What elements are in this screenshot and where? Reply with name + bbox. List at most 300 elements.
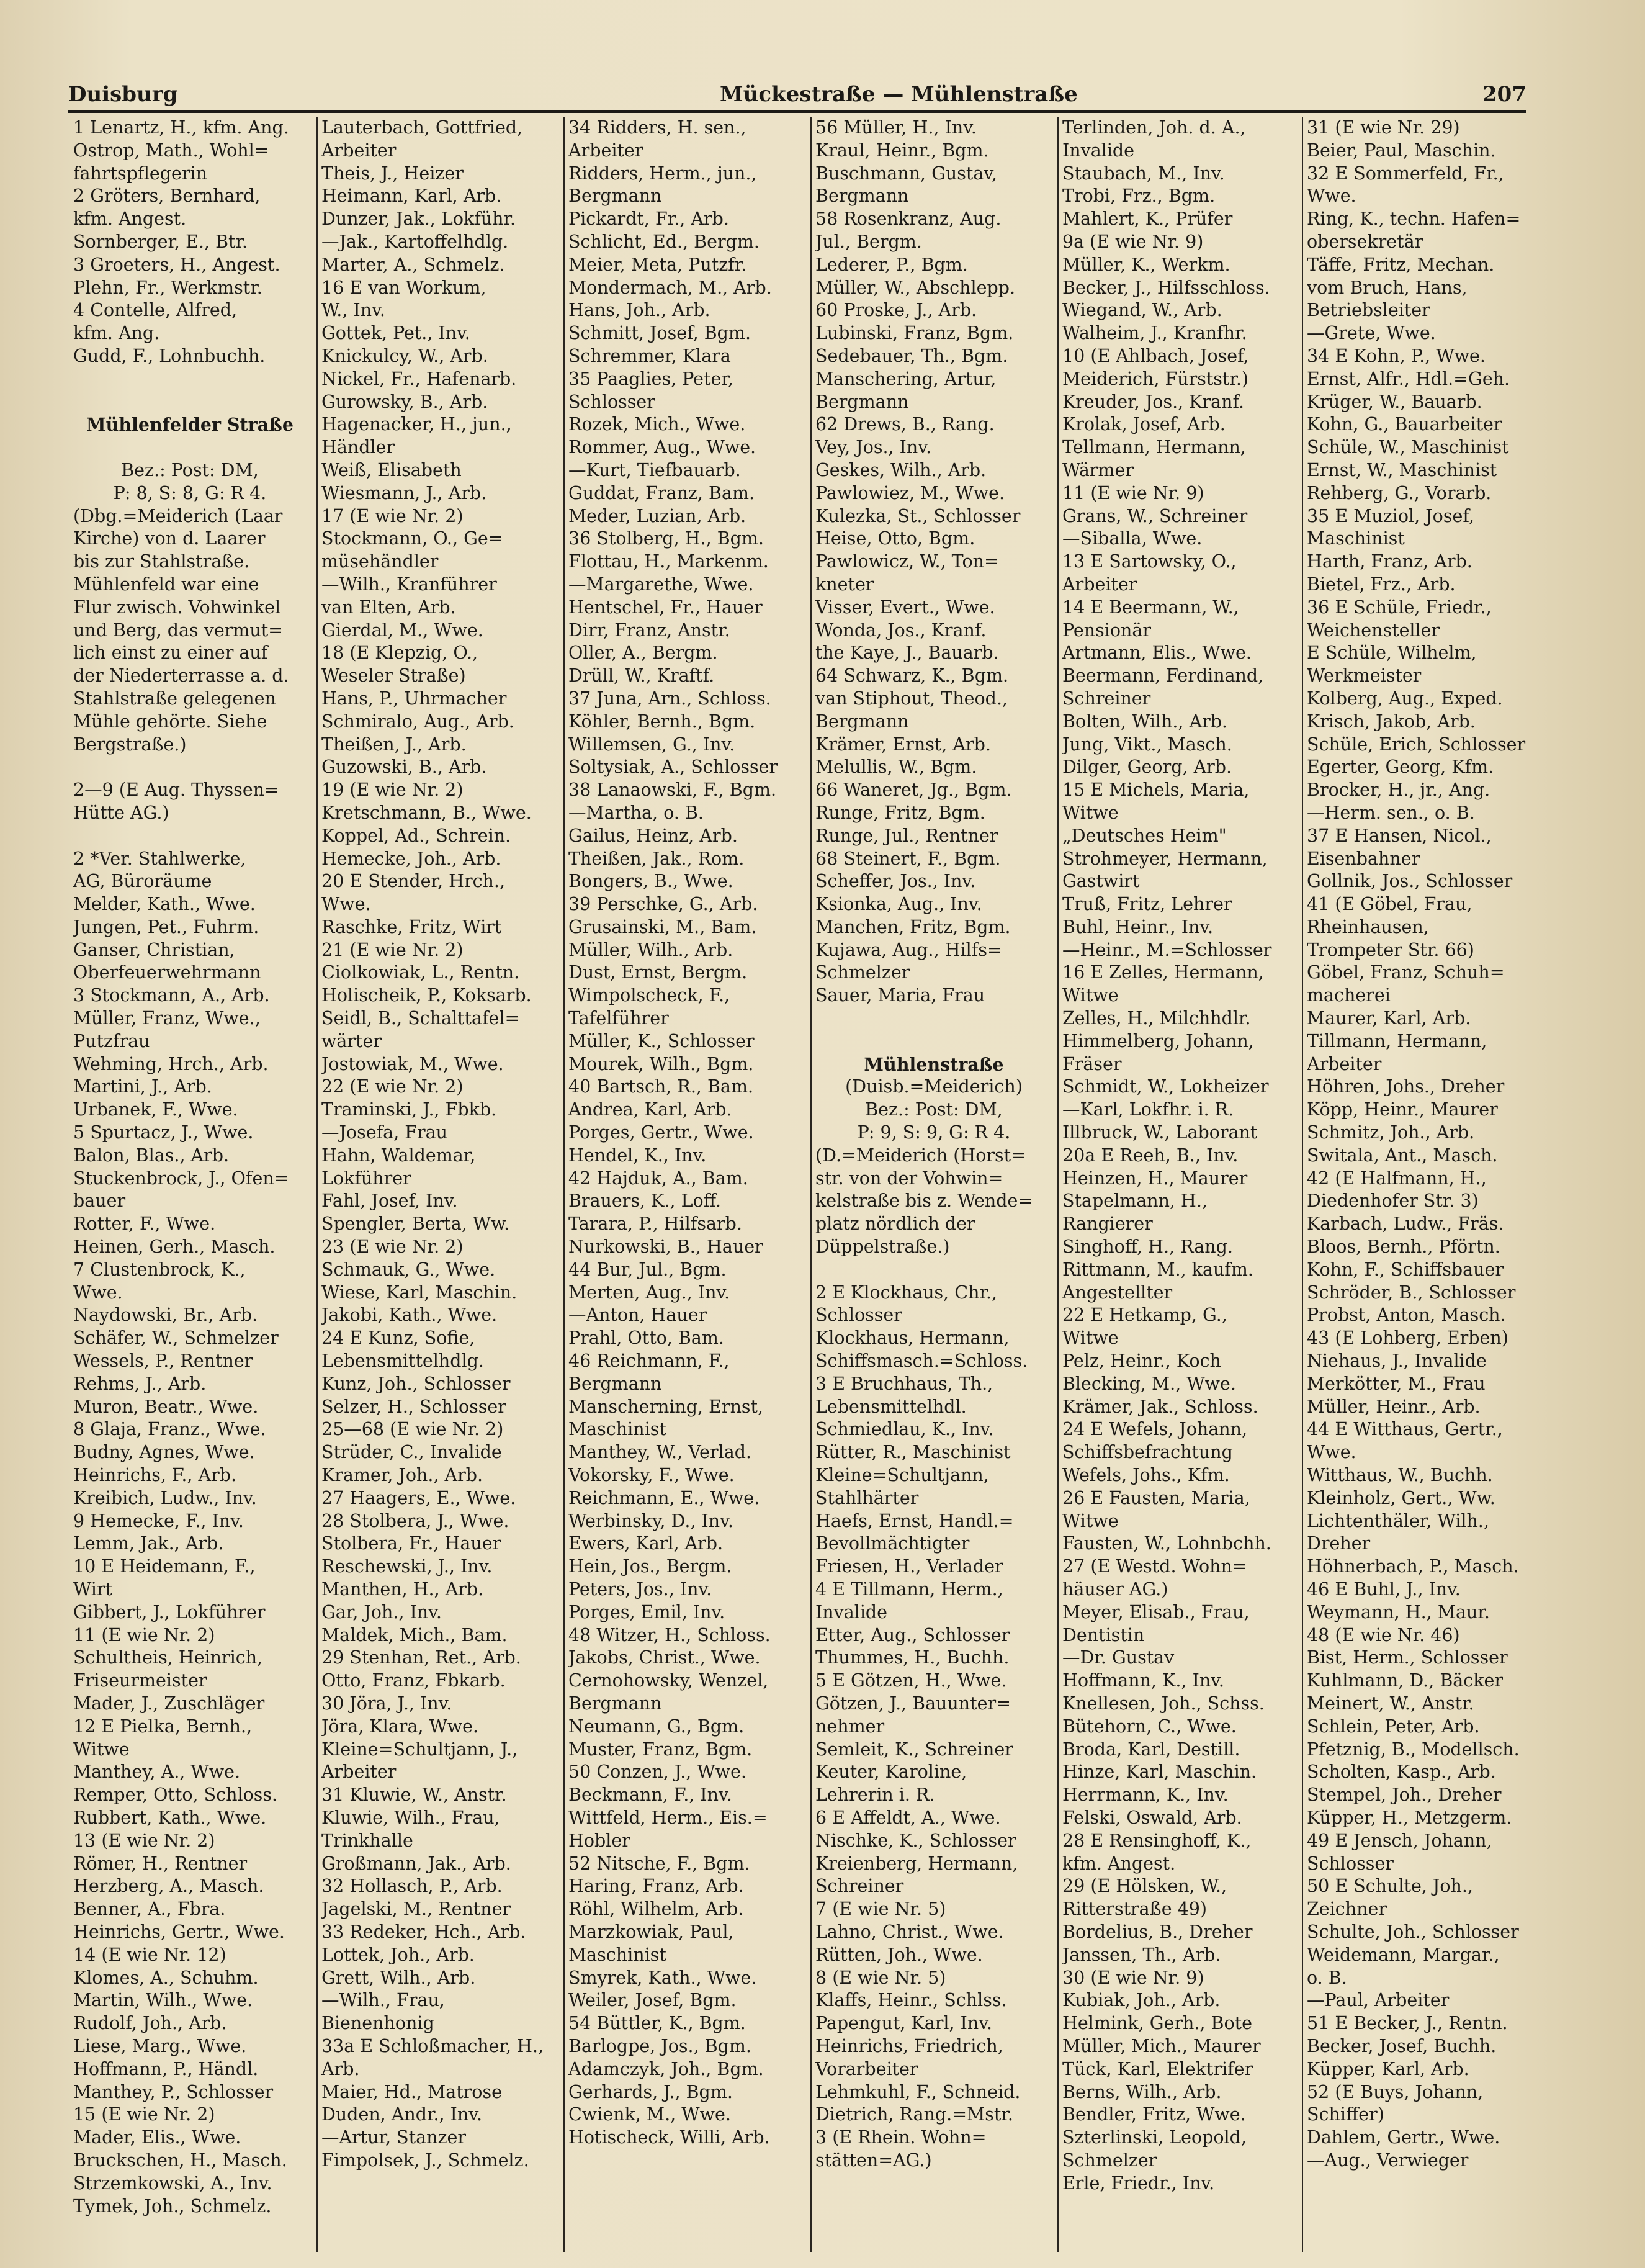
entry-line: Knellesen, Joh., Schss. (1062, 1693, 1265, 1714)
entry-line: Cernohowsky, Wenzel, (568, 1670, 769, 1691)
page-header (68, 73, 1526, 113)
entry-line: Heinen, Gerh., Masch. (73, 1236, 276, 1258)
entry-line: Heise, Otto, Bgm. (815, 528, 975, 549)
entry-line: 3 E Bruchhaus, Th., (815, 1373, 993, 1394)
entry-line: Otto, Franz, Fbkarb. (321, 1670, 506, 1691)
entry-line: Singhoff, H., Rang. (1062, 1236, 1233, 1258)
entry-line: Kulezka, St., Schlosser (815, 505, 1021, 526)
entry-line: Egerter, Georg, Kfm. (1307, 757, 1494, 778)
entry-line: Vokorsky, F., Wwe. (568, 1465, 735, 1486)
entry-line: Lichtenthäler, Wilh., (1307, 1510, 1489, 1531)
entry-line: Bergmann (815, 711, 909, 732)
entry-line: 34 Ridders, H. sen., (568, 117, 746, 138)
entry-line: Gastwirt (1062, 871, 1140, 892)
entry-line: 7 (E wie Nr. 5) (815, 1899, 946, 1920)
entry-line: platz nördlich der (815, 1213, 975, 1235)
entry-line: Hagenacker, H., jun., (321, 414, 512, 435)
entry-line: Hans, P., Uhrmacher (321, 688, 507, 709)
entry-line: Schulte, Joh., Schlosser (1307, 1921, 1519, 1942)
entry-line: Meiderich, Fürststr.) (1062, 368, 1249, 389)
entry-line: Schreiner (1062, 688, 1151, 709)
entry-line: Schiffsmasch.=Schloss. (815, 1351, 1028, 1372)
entry-line: Herzberg, A., Masch. (73, 1876, 264, 1897)
entry-line: obersekretär (1307, 231, 1423, 252)
entry-line: 22 (E wie Nr. 2) (321, 1076, 464, 1097)
entry-line: Budny, Agnes, Wwe. (73, 1442, 255, 1463)
entry-line: 41 (E Göbel, Frau, (1307, 894, 1472, 915)
entry-line: Felski, Oswald, Arb. (1062, 1807, 1242, 1828)
entry-line: Brauers, K., Loff. (568, 1190, 721, 1212)
entry-line: Marzkowiak, Paul, (568, 1921, 734, 1942)
entry-line: Grett, Wilh., Arb. (321, 1967, 476, 1988)
entry-line: Küpper, H., Metzgerm. (1307, 1807, 1512, 1828)
entry-line: 46 E Buhl, J., Inv. (1307, 1579, 1461, 1600)
entry-line: Jungen, Pet., Fuhrm. (73, 916, 259, 937)
entry-line: 2 Gröters, Bernhard, (73, 186, 261, 207)
entry-line: Mühle gehörte. Siehe (73, 711, 267, 732)
entry-line: Scholten, Kasp., Arb. (1307, 1762, 1496, 1783)
spacer (73, 368, 307, 391)
entry-line: Helmink, Gerh., Bote (1062, 2013, 1252, 2034)
entry-line: Hendel, K., Inv. (568, 1145, 707, 1166)
entry-line: Stapelmann, H., (1062, 1190, 1208, 1212)
entry-line: Ostrop, Math., Wohl= (73, 140, 269, 161)
entry-line: 31 (E wie Nr. 29) (1307, 117, 1460, 138)
entry-line: 52 (E Buys, Johann, (1307, 2081, 1484, 2102)
entry-line: 58 Rosenkranz, Aug. (815, 209, 1002, 230)
entry-line: 50 E Schulte, Joh., (1307, 1876, 1473, 1897)
entry-line: Bruckschen, H., Masch. (73, 2149, 287, 2171)
entry-line: Kreibich, Ludw., Inv. (73, 1487, 257, 1508)
entry-line: Illbruck, W., Laborant (1062, 1122, 1258, 1143)
column-3 (563, 117, 805, 2252)
entry-line: Dilger, Georg, Arb. (1062, 757, 1232, 778)
entry-line: Thummes, H., Buchh. (815, 1647, 1010, 1668)
entry-line: —Wilh., Kranführer (321, 574, 497, 595)
entry-line: Gierdal, M., Wwe. (321, 619, 483, 641)
entry-line: Maier, Hd., Matrose (321, 2081, 502, 2102)
entry-line: 9a (E wie Nr. 9) (1062, 231, 1204, 252)
entry-line: Papengut, Karl, Inv. (815, 2013, 993, 2034)
entry-line: Runge, Jul., Rentner (815, 825, 998, 846)
entry-line: Kuhlmann, D., Bäcker (1307, 1670, 1504, 1691)
entry-line: 15 E Michels, Maria, (1062, 780, 1250, 801)
entry-line: van Elten, Arb. (321, 596, 456, 618)
entry-line: Witthaus, W., Buchh. (1307, 1465, 1493, 1486)
entry-line: Kreienberg, Hermann, (815, 1853, 1018, 1874)
entry-line: Arbeiter (1307, 1053, 1382, 1074)
entry-line: Balon, Blas., Arb. (73, 1145, 230, 1166)
entry-line: AG, Büroräume (73, 871, 212, 892)
entry-line: Selzer, H., Schlosser (321, 1396, 506, 1417)
entry-line: Dreher (1307, 1533, 1371, 1554)
spacer (73, 436, 307, 459)
entry-line: Theißen, Jak., Rom. (568, 848, 745, 869)
entry-line: Pawlowiez, M., Wwe. (815, 482, 1005, 503)
entry-line: Mader, Elis., Wwe. (73, 2127, 241, 2148)
entry-line: Bevollmächtigter (815, 1533, 970, 1554)
entry-line: 38 Lanaowski, F., Bgm. (568, 780, 777, 801)
entry-line: Weiß, Elisabeth (321, 459, 462, 480)
entry-line: —Herm. sen., o. B. (1307, 802, 1475, 823)
entry-line: Kleinholz, Gert., Ww. (1307, 1487, 1495, 1508)
entry-line: Wiegand, W., Arb. (1062, 300, 1222, 321)
entry-line: —Martha, o. B. (568, 802, 704, 823)
entry-line: vom Bruch, Hans, (1307, 277, 1468, 298)
entry-line: Artmann, Elis., Wwe. (1062, 642, 1252, 664)
entry-line: Strüder, C., Invalide (321, 1442, 502, 1463)
entry-line: Invalide (815, 1601, 888, 1622)
entry-line: Schlicht, Ed., Bergm. (568, 231, 760, 252)
entry-line: o. B. (1307, 1967, 1347, 1988)
entry-line: Merten, Aug., Inv. (568, 1282, 730, 1303)
entry-line: 60 Proske, J., Arb. (815, 300, 977, 321)
entry-line: Martin, Wilh., Wwe. (73, 1990, 253, 2011)
entry-line: Bergmann (568, 1373, 662, 1394)
entry-line: Seidl, B., Schalttafel= (321, 1008, 520, 1029)
entry-line: 20 E Stender, Hrch., (321, 871, 506, 892)
header-street-range: Mückestraße — Mühlenstraße (720, 82, 1078, 107)
entry-line: Holischeik, P., Koksarb. (321, 985, 532, 1006)
entry-line: 35 E Muziol, Josef, (1307, 505, 1474, 526)
entry-line: 13 E Sartowsky, O., (1062, 551, 1237, 572)
entry-line: Lehmkuhl, F., Schneid. (815, 2081, 1021, 2102)
entry-line: 42 Hajduk, A., Bam. (568, 1168, 748, 1189)
entry-line: Schröder, B., Schlosser (1307, 1282, 1516, 1303)
entry-line: Müller, Franz, Wwe., (73, 1008, 261, 1029)
entry-line: 14 E Beermann, W., (1062, 596, 1239, 618)
entry-line: 39 Perschke, G., Arb. (568, 894, 758, 915)
entry-line: Drüll, W., Kraftf. (568, 665, 715, 686)
header-city: Duisburg (68, 82, 178, 107)
entry-line: 66 Waneret, Jg., Bgm. (815, 780, 1012, 801)
entry-line: Heinrichs, Friedrich, (815, 2035, 1003, 2056)
entry-line: Ernst, Alfr., Hdl.=Geh. (1307, 368, 1510, 389)
entry-line: Hoffmann, P., Händl. (73, 2058, 259, 2079)
entry-line: Nickel, Fr., Hafenarb. (321, 368, 517, 389)
entry-line: Manthey, W., Verlad. (568, 1442, 751, 1463)
entry-line: Witwe (73, 1739, 130, 1760)
entry-line: 30 (E wie Nr. 9) (1062, 1967, 1204, 1988)
column-4 (810, 117, 1052, 2252)
entry-line: 11 (E wie Nr. 9) (1062, 482, 1204, 503)
entry-line: müsehändler (321, 551, 439, 572)
entry-line: fahrtspflegerin (73, 163, 207, 184)
entry-line: Rehberg, G., Vorarb. (1307, 482, 1492, 503)
entry-line: Schmidt, W., Lokheizer (1062, 1076, 1269, 1097)
entry-line: Mahlert, K., Prüfer (1062, 209, 1233, 230)
entry-line: Karbach, Ludw., Fräs. (1307, 1213, 1504, 1235)
entry-line: Probst, Anton, Masch. (1307, 1305, 1506, 1326)
entry-line: Schreiner (815, 1876, 904, 1897)
entry-line: Krüger, W., Bauarb. (1307, 391, 1482, 412)
entry-line: Nurkowski, B., Hauer (568, 1236, 763, 1258)
entry-line: Himmelberg, Johann, (1062, 1030, 1254, 1051)
entry-line: Weiler, Josef, Bgm. (568, 1990, 737, 2011)
entry-line: Fausten, W., Lohnbchh. (1062, 1533, 1271, 1554)
entry-line: Guddat, Franz, Bam. (568, 482, 755, 503)
entry-line: wärter (321, 1030, 382, 1051)
entry-line: Meier, Meta, Putzfr. (568, 254, 747, 275)
entry-line: Kubiak, Joh., Arb. (1062, 1990, 1221, 2011)
entry-line: Stahlhärter (815, 1487, 919, 1508)
entry-line: Arbeiter (321, 140, 397, 161)
entry-line: Jakobi, Kath., Wwe. (321, 1305, 498, 1326)
entry-line: Guzowski, B., Arb. (321, 757, 487, 778)
entry-line: Heimann, Karl, Arb. (321, 186, 502, 207)
entry-line: Putzfrau (73, 1030, 150, 1051)
entry-line: van Stiphout, Theod., (815, 688, 1008, 709)
entry-line: Arbeiter (568, 140, 643, 161)
entry-line: Adamczyk, Joh., Bgm. (568, 2058, 764, 2079)
entry-line: bis zur Stahlstraße. (73, 551, 250, 572)
entry-line: 16 E Zelles, Hermann, (1062, 962, 1264, 983)
entry-line: Wiese, Karl, Maschin. (321, 1282, 518, 1303)
entry-line: Müller, Heinr., Arb. (1307, 1396, 1481, 1417)
entry-line: Pensionär (1062, 619, 1151, 641)
entry-line: Weseler Straße) (321, 665, 466, 686)
entry-line: Scheffer, Jos., Inv. (815, 871, 976, 892)
entry-line: 48 (E wie Nr. 46) (1307, 1624, 1460, 1645)
entry-line: Muster, Franz, Bgm. (568, 1739, 753, 1760)
entry-line: 37 Juna, Arn., Schloss. (568, 688, 771, 709)
entry-line: Trompeter Str. 66) (1307, 939, 1474, 960)
entry-line: Traminski, J., Fbkb. (321, 1099, 497, 1120)
column-5 (1057, 117, 1297, 2252)
spacer (73, 756, 307, 779)
entry-line: —Anton, Hauer (568, 1305, 707, 1326)
entry-line: Rütten, Joh., Wwe. (815, 1944, 983, 1965)
entry-line: Müller, Wilh., Arb. (568, 939, 733, 960)
entry-line: Arb. (321, 2058, 360, 2079)
entry-line: Plehn, Fr., Werkmstr. (73, 277, 262, 298)
entry-line: Tillmann, Hermann, (1307, 1030, 1487, 1051)
entry-line: Cwienk, M., Wwe. (568, 2104, 731, 2125)
entry-line: Manscherning, Ernst, (568, 1396, 764, 1417)
entry-line: Wehming, Hrch., Arb. (73, 1053, 269, 1074)
entry-line: —Margarethe, Wwe. (568, 574, 754, 595)
entry-line: Erle, Friedr., Inv. (1062, 2172, 1215, 2194)
entry-line: Haefs, Ernst, Handl.= (815, 1510, 1014, 1531)
entry-line: Ciolkowiak, L., Rentn. (321, 962, 520, 983)
entry-line: Beier, Paul, Maschin. (1307, 140, 1496, 161)
entry-line: Küpper, Karl, Arb. (1307, 2058, 1469, 2079)
entry-line: Strohmeyer, Hermann, (1062, 848, 1268, 869)
entry-line: —Dr. Gustav (1062, 1647, 1175, 1668)
spacer (73, 825, 307, 848)
column-2 (316, 117, 558, 2252)
entry-line: Muron, Beatr., Wwe. (73, 1396, 259, 1417)
entry-line: Höhren, Johs., Dreher (1307, 1076, 1505, 1097)
entry-line: Schlein, Peter, Arb. (1307, 1716, 1480, 1737)
entry-line: Merkötter, M., Frau (1307, 1373, 1486, 1394)
entry-line: 54 Büttler, K., Bgm. (568, 2013, 746, 2034)
entry-line: Semleit, K., Schreiner (815, 1739, 1013, 1760)
entry-line: Rangierer (1062, 1213, 1153, 1235)
entry-line: 9 Hemecke, F., Inv. (73, 1510, 244, 1531)
entry-line: Gailus, Heinz, Arb. (568, 825, 738, 846)
spacer (815, 1007, 1052, 1030)
entry-line: 33a E Schloßmacher, H., (321, 2035, 544, 2056)
entry-line: Zeichner (1307, 1899, 1387, 1920)
entry-line: Bez.: Post: DM, (865, 1099, 1003, 1120)
entry-line: Flur zwisch. Vohwinkel (73, 596, 281, 618)
entry-line: Liese, Marg., Wwe. (73, 2035, 247, 2056)
entry-line: Smyrek, Kath., Wwe. (568, 1967, 757, 1988)
entry-line: 2—9 (E Aug. Thyssen= (73, 780, 279, 801)
entry-line: Dust, Ernst, Bergm. (568, 962, 748, 983)
entry-line: Vorarbeiter (815, 2058, 918, 2079)
entry-line: Rozek, Mich., Wwe. (568, 414, 746, 435)
entry-line: Schlosser (1307, 1853, 1394, 1874)
entry-line: Szterlinski, Leopold, (1062, 2127, 1247, 2148)
entry-line: Witwe (1062, 802, 1119, 823)
entry-line: Bütehorn, C., Wwe. (1062, 1716, 1237, 1737)
entry-line: Wimpolscheck, F., (568, 985, 730, 1006)
entry-line: 10 (E Ahlbach, Josef, (1062, 345, 1249, 366)
entry-line: 64 Schwarz, K., Bgm. (815, 665, 1009, 686)
entry-line: 24 E Kunz, Sofie, (321, 1328, 475, 1349)
entry-line: Ernst, W., Maschinist (1307, 459, 1497, 480)
entry-line: 11 (E wie Nr. 2) (73, 1624, 215, 1645)
entry-line: 5 E Götzen, H., Wwe. (815, 1670, 1007, 1691)
entry-line: Schmiedlau, K., Inv. (815, 1419, 994, 1440)
entry-line: Schiffsbefrachtung (1062, 1442, 1233, 1463)
entry-line: 27 Haagers, E., Wwe. (321, 1487, 516, 1508)
entry-line: Gibbert, J., Lokführer (73, 1601, 266, 1622)
entry-line: —Karl, Lokfhr. i. R. (1062, 1099, 1234, 1120)
street-heading: Mühlenstraße (864, 1053, 1004, 1075)
entry-line: Kohn, G., Bauarbeiter (1307, 414, 1502, 435)
entry-line: Grans, W., Schreiner (1062, 505, 1248, 526)
entry-line: Trobi, Frz., Bgm. (1062, 186, 1216, 207)
entry-line: Lehrerin i. R. (815, 1784, 935, 1806)
entry-line: Blecking, M., Wwe. (1062, 1373, 1236, 1394)
entry-line: Jagelski, M., Rentner (321, 1899, 511, 1920)
entry-line: Wärmer (1062, 459, 1134, 480)
entry-line: Melder, Kath., Wwe. (73, 894, 256, 915)
entry-line: Schmauk, G., Wwe. (321, 1259, 496, 1280)
entry-line: 3 Groeters, H., Angest. (73, 254, 280, 275)
entry-line: Lubinski, Franz, Bgm. (815, 323, 1014, 344)
entry-line: Gerhards, J., Bgm. (568, 2081, 733, 2102)
entry-line: Melullis, W., Bgm. (815, 757, 977, 778)
entry-line: der Niederterrasse a. d. (73, 665, 289, 686)
entry-line: Naydowski, Br., Arb. (73, 1305, 258, 1326)
entry-line: Buhl, Heinr., Inv. (1062, 916, 1214, 937)
entry-line: 29 (E Hölsken, W., (1062, 1876, 1227, 1897)
entry-line: 68 Steinert, F., Bgm. (815, 848, 1001, 869)
entry-line: Weichensteller (1307, 619, 1440, 641)
entry-line: Rehms, J., Arb. (73, 1373, 207, 1394)
entry-line: Köpp, Heinr., Maurer (1307, 1099, 1498, 1120)
entry-line: 8 Glaja, Franz., Wwe. (73, 1419, 266, 1440)
entry-line: Wiesmann, J., Arb. (321, 482, 487, 503)
entry-line: 36 Stolberg, H., Bgm. (568, 528, 764, 549)
entry-line: Friseurmeister (73, 1670, 207, 1691)
entry-line: Urbanek, F., Wwe. (73, 1099, 238, 1120)
entry-line: E Schüle, Wilhelm, (1307, 642, 1477, 664)
directory-columns (73, 117, 1528, 2252)
entry-line: Andrea, Karl, Arb. (568, 1099, 732, 1120)
entry-line: Gottek, Pet., Inv. (321, 323, 470, 344)
entry-line: Prahl, Otto, Bam. (568, 1328, 724, 1349)
entry-line: Großmann, Jak., Arb. (321, 1853, 511, 1874)
entry-line: Rotter, F., Wwe. (73, 1213, 216, 1235)
entry-line: Stolbera, Fr., Hauer (321, 1533, 501, 1554)
entry-line: 48 Witzer, H., Schloss. (568, 1624, 771, 1645)
entry-line: Pelz, Heinr., Koch (1062, 1351, 1221, 1372)
entry-line: Bist, Herm., Schlosser (1307, 1647, 1508, 1668)
entry-line: 16 E van Workum, (321, 277, 486, 298)
entry-line: 2 *Ver. Stahlwerke, (73, 848, 246, 869)
entry-line: Bietel, Frz., Arb. (1307, 574, 1456, 595)
entry-line: Dahlem, Gertr., Wwe. (1307, 2127, 1500, 2148)
entry-line: Arbeiter (1062, 574, 1137, 595)
entry-line: Jul., Bergm. (815, 231, 922, 252)
entry-line: Witwe (1062, 985, 1119, 1006)
entry-line: Grusainski, M., Bam. (568, 916, 757, 937)
entry-line: Gollnik, Jos., Schlosser (1307, 871, 1513, 892)
entry-line: Köhler, Bernh., Bgm. (568, 711, 756, 732)
entry-line: stätten=AG.) (815, 2149, 932, 2171)
entry-line: Manthey, P., Schlosser (73, 2081, 274, 2102)
entry-line: Kraul, Heinr., Bgm. (815, 140, 989, 161)
entry-line: Friesen, H., Verlader (815, 1556, 1003, 1577)
entry-line: 3 (E Rhein. Wohn= (815, 2127, 987, 2148)
entry-line: Stempel, Joh., Dreher (1307, 1784, 1502, 1806)
entry-line: —Kurt, Tiefbauarb. (568, 459, 741, 480)
entry-line: Lemm, Jak., Arb. (73, 1533, 224, 1554)
entry-line: Reichmann, E., Wwe. (568, 1487, 760, 1508)
entry-line: und Berg, das vermut= (73, 619, 284, 641)
entry-line: 1 Lenartz, H., kfm. Ang. (73, 117, 289, 138)
entry-line: Strzemkowski, A., Inv. (73, 2172, 272, 2194)
entry-line: bauer (73, 1190, 126, 1212)
entry-line: Weymann, H., Maur. (1307, 1601, 1490, 1622)
entry-line: Hemecke, Joh., Arb. (321, 848, 501, 869)
entry-line: Schlosser (568, 391, 655, 412)
entry-line: Bongers, B., Wwe. (568, 871, 733, 892)
entry-line: 7 Clustenbrock, K., (73, 1259, 246, 1280)
entry-line: —Wilh., Frau, (321, 1990, 445, 2011)
entry-line: 28 E Rensinghoff, K., (1062, 1830, 1252, 1851)
entry-line: Mourek, Wilh., Bgm. (568, 1053, 754, 1074)
entry-line: Sauer, Maria, Frau (815, 985, 985, 1006)
entry-line: Bloos, Bernh., Pförtn. (1307, 1236, 1500, 1258)
entry-line: Runge, Fritz, Bgm. (815, 802, 985, 823)
entry-line: Kujawa, Aug., Hilfs= (815, 939, 1002, 960)
entry-line: Müller, K., Werkm. (1062, 254, 1230, 275)
entry-line: 27 (E Westd. Wohn= (1062, 1556, 1247, 1577)
entry-line: Kolberg, Aug., Exped. (1307, 688, 1503, 709)
entry-line: 4 E Tillmann, Herm., (815, 1579, 1003, 1600)
entry-line: Becker, Josef, Buchh. (1307, 2035, 1497, 2056)
entry-line: kneter (815, 574, 874, 595)
entry-line: Meyer, Elisab., Frau, (1062, 1601, 1250, 1622)
entry-line: Manthen, H., Arb. (321, 1579, 484, 1600)
entry-line: 32 E Sommerfeld, Fr., (1307, 163, 1504, 184)
entry-line: Hentschel, Fr., Hauer (568, 596, 763, 618)
entry-line: Reschewski, J., Inv. (321, 1556, 493, 1577)
entry-line: Gurowsky, B., Arb. (321, 391, 488, 412)
entry-line: Hütte AG.) (73, 802, 169, 823)
entry-line: 51 E Becker, J., Rentn. (1307, 2013, 1508, 2034)
entry-line: Terlinden, Joh. d. A., (1062, 117, 1246, 138)
entry-line: Händler (321, 437, 395, 458)
entry-line: —Aug., Verwieger (1307, 2149, 1469, 2171)
entry-line: Witwe (1062, 1510, 1119, 1531)
